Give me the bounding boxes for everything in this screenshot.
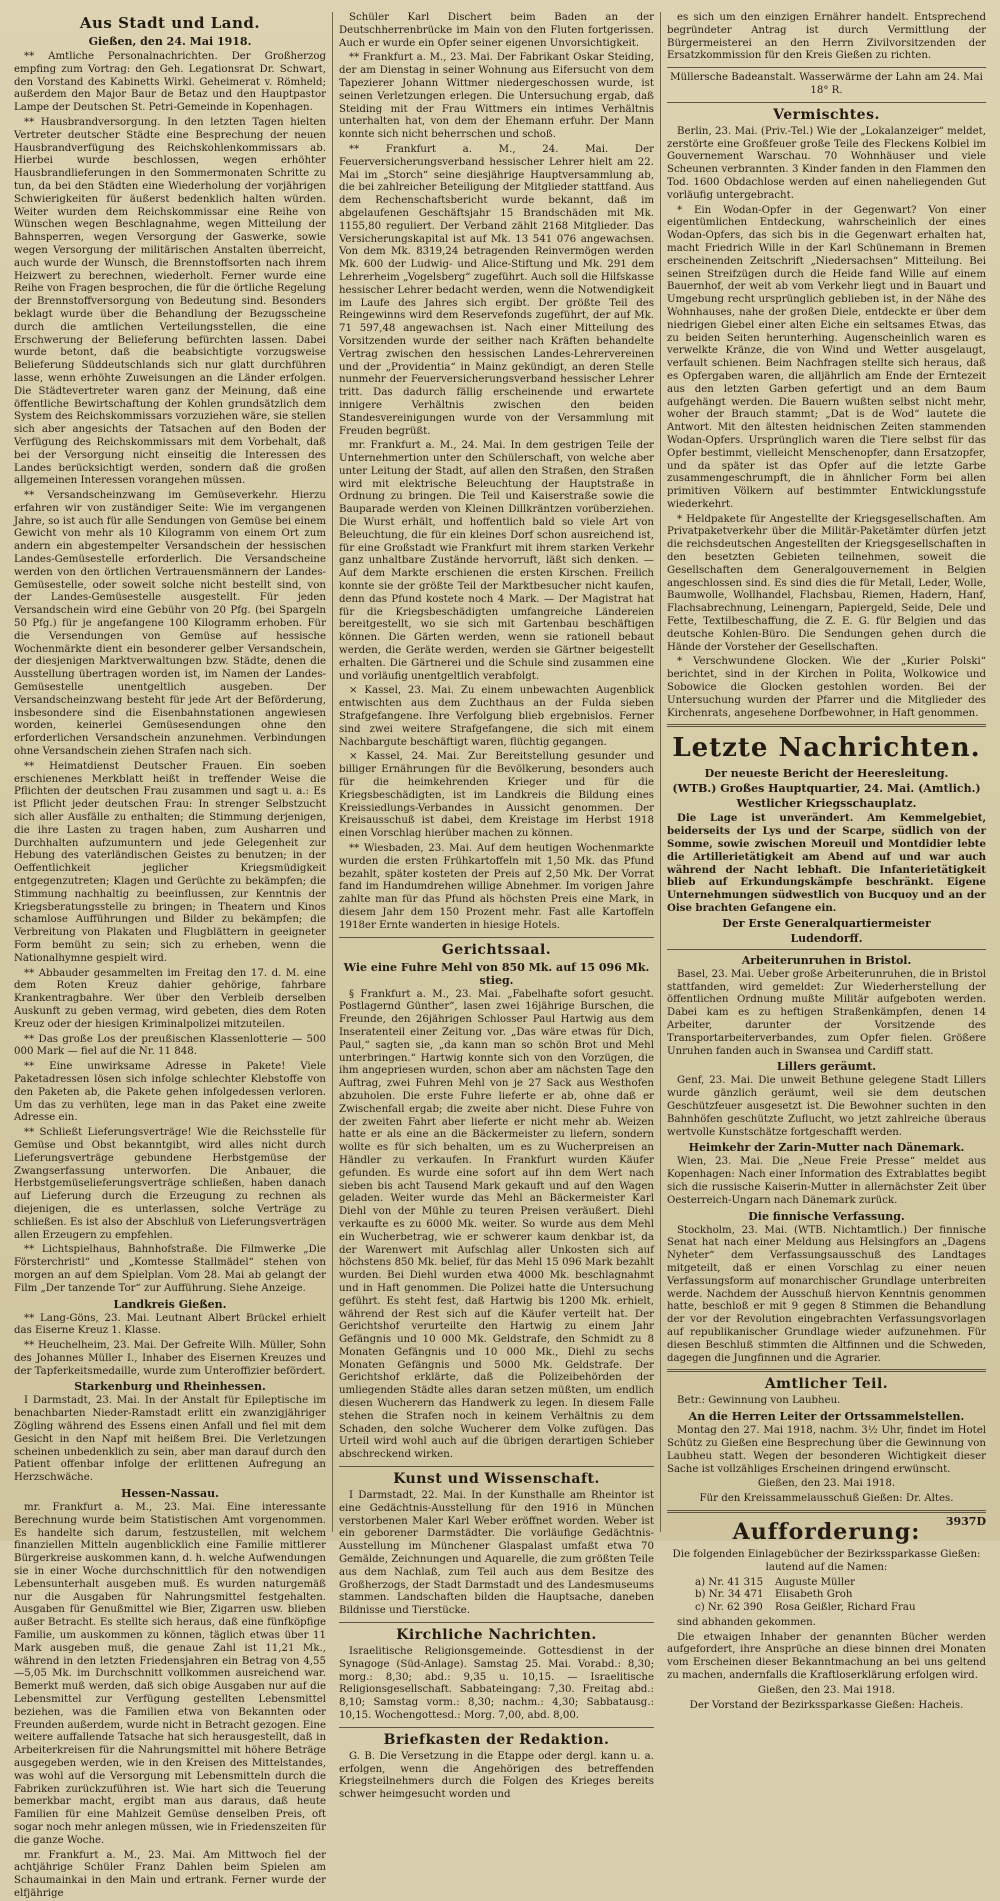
divider <box>667 949 986 950</box>
article-paragraph: Die etwaigen Inhaber der genannten Bücher werden aufgefordert, ihre Ansprüche an diese binnen drei Monaten vom Erscheinen dieser Bekanntmachung an bei uns geltend zu machen, andernfalls die Kraftloserklärung erfolgen wird. <box>667 1631 986 1682</box>
divider <box>667 67 986 68</box>
article-paragraph: Schüler Karl Dischert beim Baden an der Deutschherrenbrücke im Main von den Fluten fortgerissen. Auch er wurde ein Opfer seiner eigenen Unvorsichtigkeit. <box>339 12 654 49</box>
article-paragraph: ** Versandscheinzwang im Gemüseverkehr. Hierzu erfahren wir von zuständiger Seite: Wie im vergangenen Jahre, so ist auch für alle Sendungen von Gemüse bei einem Gewicht von mehr als 10 Kilogramm von einem Ort zum andern ein abgestempelter Versandschein der hessischen Landes-Gemüsestelle erforderlich. Die Versandscheine werden von den örtlichen Vertrauensmännern der Landes-Gemüsestelle, oder soweit solche nicht bestellt sind, von der Landes-Gemüsestelle ausgestellt. Für jeden Versandschein wird eine Gebühr von 20 Pfg. (bei Spargeln 50 Pfg.) für je angefangene 100 Kilogramm erhoben. Für die Versendungen von Gemüse auf hessische Wochenmärkte dient ein besonderer gelber Versandschein, der diesjenigen Marktverwaltungen bzw. Städte, denen die Ausstellung übertragen worden ist, im Namen der Landes-Gemüsestelle unentgeltlich ausgeben. Der Versandscheinzwang besteht für jede Art der Beförderung, insbesondere sind die Eisenbahnstationen angewiesen worden, keinerlei Gemüsesendungen ohne den erforderlichen Versandschein anzunehmen. Verbindungen ohne Versandschein ziehen Strafen nach sich. <box>14 490 326 758</box>
notice-signature: Der Vorstand der Bezirkssparkasse Gießen: Hacheis. <box>689 1699 964 1711</box>
article-paragraph: ** Heimatdienst Deutscher Frauen. Ein soeben erschienenes Merkblatt heißt in treffender Weise die Pflichten der deutschen Frau zusammen und sagt u. a.: Es ist Pflicht jeder deutschen Frau: In strenger Selbstzucht sich aller Ausfälle zu enthalten; die Stimmung derjenigen, die ihre Lasten zu tragen haben, zum Ausharren und Durchhalten aufzumuntern und jede Gelegenheit zur Hebung des vaterländischen Geistes zu benutzen; in der Oeffentlichkeit jeglicher Kriegsmüdigkeit entgegenzutreten; Klagen und Gerüchte zu bekämpfen; die Stimmung nachhaltig zu beeinflussen, zur Kenntnis der Kriegsberatungsstelle zu bringen; in Theatern und Kinos schamlose Aufführungen und Bilder zu bekämpfen; die Verbreitung von Plakaten und Flugblättern in geeigneter Form bemüht zu sein; sich zu erheben, wenn die Nationalhymne gespielt wird. <box>14 760 326 964</box>
divider <box>667 724 986 727</box>
article-paragraph: G. B. Die Versetzung in die Etappe oder dergl. kann u. a. erfolgen, wenn die Angehörigen des betreffenden Kriegsteilnehmers durch die Folgen des Krieges bereits schwer heimgesucht worden und <box>339 1750 654 1801</box>
section-title-gerichtssaal: Gerichtssaal. <box>441 941 552 958</box>
section-title-kirche: Kirchliche Nachrichten. <box>396 1627 597 1644</box>
article-headline: Wie eine Fuhre Mehl von 850 Mk. auf 15 096 Mk. stieg. <box>343 960 650 987</box>
notice-subject: Betr.: Gewinnung von Laubheu. <box>677 1395 841 1407</box>
article-paragraph: ** Frankfurt a. M., 23. Mai. Der Fabrikant Oskar Steiding, der am Dienstag in seiner Wohnung aus Eifersucht von dem Tapezierer Johann Wittmer niedergeschossen wurde, ist seinen Verletzungen erlegen. Die Untersuchung ergab, daß Steiding mit der Frau Wittmers ein intimes Verhältnis unterhalten hat, von dem der Ehemann erfuhr. Der Mann konnte sich nicht beherrschen und schoß. <box>339 52 654 141</box>
divider <box>339 1622 654 1623</box>
article-headline: Lillers geräumt. <box>776 1060 877 1074</box>
article-paragraph: × Kassel, 24. Mai. Zur Bereitstellung gesunder und billiger Ernährungen für die Bevölkerung, besonders auch für die heimkehrenden Krieger und für die Kriegsbeschädigten, ist im Landkreis die Bildung eines Kreissiedlungs-Verbandes in Aussicht genommen. Der Kreisausschuß ist dabei, dem Kreistage im Herbst 1918 einen Vorschlag hierüber machen zu können. <box>339 751 654 840</box>
list-item: c) Nr. 62 390 Rosa Geißler, Richard Frau <box>695 1602 916 1614</box>
divider <box>339 1727 654 1728</box>
article-paragraph: ** Lang-Göns, 23. Mai. Leutnant Albert Brückel erhielt das Eiserne Kreuz 1. Klasse. <box>14 1312 326 1337</box>
column-2 <box>333 12 661 1801</box>
divider <box>667 102 986 103</box>
notice-date: Gießen, den 23. Mai 1918. <box>757 1478 896 1490</box>
article-headline: Die finnische Verfassung. <box>748 1209 905 1223</box>
article-paragraph: ** Frankfurt a. M., 24. Mai. Der Feuerversicherungsverband hessischer Lehrer hielt am 22. Mai im „Storch“ seine diesjährige Hauptversammlung ab, die bei zahlreicher Beteiligung der Mitglieder stattfand. Aus dem Rechenschaftsbericht wurde bekannt, daß im abgelaufenen Geschäftsjahr 15 Brandschäden mit Mk. 1155,80 reguliert. Der Verband zählt 2168 Mitglieder. Das Versicherungskapital ist auf Mk. 13 541 076 angewachsen. Von dem Mk. 8319,24 betragenden Reinvermögen werden Mk. 600 der Ludwig- und Alice-Stiftung und Mk. 291 dem Lehrerheim „Vogelsberg“ zugeführt. Auch soll die Hilfskasse hessischer Lehrer bedacht werden, wenn die Notwendigkeit im Laufe des Jahres sich ergibt. Der größte Teil des Reingewinns wird dem Reservefonds zugeführt, der auf Mk. 71 597,48 angewachsen ist. Nach einer Mitteilung des Vorsitzenden wurde der seither nach Kräften behandelte Vertrag zwischen den hessischen Landes-Lehrervereinen und der „Providentia“ in Mainz gekündigt, an deren Stelle nunmehr der Feuerversicherungsverband hessischer Lehrer tritt. Das dadurch fällig erscheinende und erwartete innigere Verhältnis zwischen den beiden Standesvereinigungen wurde von der Versammlung mit Freuden begrüßt. <box>339 143 654 437</box>
article-paragraph: Genf, 23. Mai. Die unweit Bethune gelegene Stadt Lillers wurde gänzlich geräumt, weil sie dem deutschen Geschützfeuer ausgesetzt ist. Die Bewohner suchten in den Bahnhöfen geschützte Zuflucht, wo jetzt zahlreiche überaus wertvolle Kunstschätze fortgeschafft werden. <box>667 1075 986 1138</box>
section-title-vermischtes: Vermischtes. <box>773 106 880 123</box>
article-paragraph: ** Abbauder gesammelten im Freitag den 17. d. M. eine dem Roten Kreuz dahier gehörige, fahrbare Krankentragbahre. Wer über den Verbleib derselben Auskunft zu geben vermag, wird gebeten, dies dem Roten Kreuz oder der hiesigen Kriminalpolizei mitzuteilen. <box>14 967 326 1030</box>
report-signature-title: Der Erste Generalquartiermeister <box>722 916 931 930</box>
article-paragraph: * Verschwundene Glocken. Wie der „Kurier Polski“ berichtet, sind in der Kirchen in Polita, Wolkowice und Sobowice die Glocken gestohlen worden. Bei der Untersuchung wurden der Pfarrer und die Mitglieder des Kirchenrats, angesehene Dorfbewohner, in Haft genommen. <box>667 656 986 719</box>
article-paragraph: mr. Frankfurt a. M., 24. Mai. In dem gestrigen Teile der Unternehmertion unter den Schülerschaft, von welche aber unter Leitung der Stadt, auf allen den Straßen, den Straßen wird mit elektrische Beleuchtung der Hauptstraße in Ordnung zu bringen. Die Teil und Kaiserstraße sowie die Bauparade werden von Kleinen Dillkräntzen vorüberziehen. Die Wurst erhält, und hoffentlich bald so viele Art von Beleuchtung, die für ein kleines Dorf schon ausreichend ist, für eine Großstadt wie Frankfurt mit ihrem starken Verkehr ganz unhaltbare Zustände hervorruft, läßt sich denken. — Auf dem Markte erschienen die ersten Kirschen. Freilich konnte sie der größte Teil der Marktbesucher nicht kaufen, denn das Pfund kostete noch 4 Mark. — Der Magistrat hat für die Kriegsbeschädigten umfangreiche Ländereien bereitgestellt, wo sie sich mit Gartenbau beschäftigen können. Die Gärten werden, wenn sie rationell bebaut werden, die Geräte werden, werden sie Gärtner beigestellt erhalten. Die Gärtnerei und die Schule sind zusammen eine und vorläufig unentgeltlich verabfolgt. <box>339 440 654 682</box>
notice-addressee: An die Herren Leiter der Ortssammelstellen. <box>688 1410 965 1424</box>
section-title-letzte-nachrichten: Letzte Nachrichten. <box>672 733 981 764</box>
divider <box>667 1510 986 1513</box>
report-source: (WTB.) Großes Hauptquartier, 24. Mai. (Amtlich.) <box>672 782 981 796</box>
col1-articles <box>14 51 326 1296</box>
article-paragraph: mr. Frankfurt a. M., 23. Mai. Eine interessante Berechnung wurde beim Statistischen Amt vorgenommen. Es handelte sich darum, festzustellen, mit welchem finanziellen Mitteln augenblicklich eine Familie mittlerer Bürgerkreise auskommen kann, d. h. welche Aufwendungen sie in einer Woche durchschnittlich für den notwendigen Lebensunterhalt ausgeben muß. Es wurden naturgemäß nur die Ausgaben für Nahrungsmittel festgehalten. Ausgaben für Genußmittel wie Bier, Zigarren usw. blieben außer Betracht. Es stellte sich heraus, daß eine fünfköpfige Familie, um auskommen zu können, täglich etwas über 11 Mark ausgeben muß, die genaue Zahl ist 11,21 Mk., während in den letzten Friedensjahren ein Betrag von 4,55—5,05 Mk. im Durchschnitt vollkommen ausreichend war. Bemerkt muß werden, daß sich obige Ausgaben nur auf die Lebensmittel zur Verfügung gestellten Lebensmittel beziehen, was die Familien etwa von Bekannten oder Freunden außerdem, wurde nicht in Betracht gezogen. Eine weitere auffallende Tatsache hat sich herausgestellt, daß in Arbeiterkreisen für die Nahrungsmittel mit höhere Beträge ausgegeben werden, wie in den Kreisen des Mittelstandes, was wohl auf die Versorgung mit Lebensmitteln durch die Fabriken zurückzuführen ist. Wie hart sich die Teuerung bemerkbar macht, ergibt man aus daraus, daß heute Familien für eine Mahlzeit Gemüse denselben Preis, oft sogar noch mehr anlegen müssen, wie in Friedenszeiten für die ganze Woche. <box>14 1502 326 1846</box>
notice-intro: Die folgenden Einlagebücher der Bezirkssparkasse Gießen: lautend auf die Namen: <box>672 1548 981 1573</box>
section-title-briefkasten: Briefkasten der Redaktion. <box>383 1731 610 1748</box>
article-headline: Heimkehr der Zarin-Mutter nach Dänemark. <box>688 1141 965 1155</box>
article-paragraph: Basel, 23. Mai. Ueber große Arbeiterunruhen, die in Bristol stattfanden, wird gemeldet: Zur Wiederherstellung der öffentlichen Ordnung mußte Militär aufgeboten werden. Dabei kam es zu heftigen Straßenkämpfen, denen 14 Arbeiter, darunter der Vorsitzende des Transportarbeiterverbandes, zum Opfer fielen. Größere Unruhen fanden auch in Swansea und Cardiff statt. <box>667 968 986 1057</box>
article-paragraph: * Ein Wodan-Opfer in der Gegenwart? Von einer eigentümlichen Entdeckung, wahrscheinlich der eines Wodan-Opfers, das sich bis in die Gegenwart erhalten hat, macht Friedrich Wille in der Karl Schünemann in Bremen erscheinenden Zeitschrift „Niedersachsen“ Mitteilung. Bei seinen Streifzügen durch die Heide fand Wille auf einem Bauernhof, der weit ab vom Verkehr liegt und in Bauart und Umgebung recht ursprünglich geblieben ist, in der Nähe des Wohnhauses, nahe der großen Diele, entdeckte er über dem niedrigen Giebel einer alten Eiche ein seltsames Etwas, das zu beiden Seiten herunterhing. Augenscheinlich waren es verwelkte Kränze, die von Wind und Wetter ausgelaugt, verfault schienen. Beim Nachfragen stellte sich heraus, daß es Opfergaben waren, die alljährlich am Ende der Erntezeit aus den letzten Garben gefertigt und an dem Baum aufgehängt werden. Die Bauern wußten selbst nicht mehr, woher der Brauch stammt; „Dat is de Wod“ lautete die Antwort. Mit den ältesten heidnischen Zeiten stammenden Wodan-Opfers. Ursprünglich waren die Tiere selbst für das Opfer bestimmt, vielleicht Menschenopfer, dann Ersatzopfer, und da später ist das Opfer auf die letzte Garbe zusammengeschrumpft, die in ähnlicher Form bei allen primitiven Völkern auf bestimmter Entwicklungsstufe wiederkehrt. <box>667 204 986 510</box>
article-paragraph: § Frankfurt a. M., 23. Mai. „Fabelhafte sofort gesucht. Postlagernd Günther“, lasen zwei 16jährige Burschen, die Freunde, den 26jährigen Schlosser Paul Hartwig aus dem Inseratenteil einer Zeitung vor. „Das wäre etwas für Dich, Paul,“ sagten sie, „da kann man so schön Brot und Mehl unterbringen.“ Hartwig konnte sich von den Vorzügen, die ihm angepriesen wurden, schon aber am nächsten Tage den Auftrag, zwei Fuhren Mehl von je 27 Sack aus Westhofen abzuholen. Die erste Fuhre lieferte er ab, ohne daß er Zwischenfall ergab; die zweite aber nicht. Diese Fuhre von der zweiten Fahrt aber lieferte er nicht mehr ab. Weizen hatte er als eine an die Bäckermeister zu liefern, sondern wollte es für sich behalten, um es zu Wucherpreisen an Händler zu verkaufen. In Frankfurt wurden Käufer gefunden. Es wurde eine sofort auf ihn dem Wert nach sieben bis acht Tausend Mark gekauft und auf den Wagen geladen. Weiter wurde das Mehl an Bäckermeister Karl Diehl von der Mühle zu teuren Preisen veräußert. Diehl verkaufte es zu 6000 Mk. weiter. So wurde aus dem Mehl ein Wucherbetrag, wie er schwerer kaum denkbar ist, da der Warenwert mit Aufschlag aller Unkosten sich auf höchstens 850 Mk. belief, für das Mehl 15 096 Mark bezahlt wurden. Bei Diehl wurden etwa 4000 Mk. beschlagnahmt und in Haft genommen. Die Polizei hatte die Untersuchung geführt. Es steht fest, daß Hartwig bis 1200 Mk. erhielt, während der Rest sich auf die Käufer verteilt hat. Der Gerichtshof verurteilte den Hartwig zu einem Jahr Gefängnis und 10 000 Mk. Geldstrafe, den Schmidt zu 8 Monaten Gefängnis und 10 000 Mk., Diehl zu sechs Monaten Gefängnis und 5000 Mk. Geldstrafe. Der Gerichtshof erklärte, daß die Polizeibehörden der umliegenden Städte alles daran setzen müßten, um endlich diesen Wucherern das Handwerk zu legen. In diesem Falle stehen die Strafen noch in keinem Verhältnis zu dem Schaden, den solche Wucherer dem Volke zufügen. Das Urteil wird wohl auch auf die übrigen derartigen Schieber abschreckend wirken. <box>339 988 654 1461</box>
article-paragraph: ** Schließt Lieferungsverträge! Wie die Reichsstelle für Gemüse und Obst bekanntgibt, wird alles nicht durch Lieferungsverträge gebundene Herbstgemüse der Zwangserfassung unterworfen. Die Anbauer, die Herbstgemüselieferungsverträge schließen, haben danach auf Lieferung durch die Erzeugung zu rechnen als diejenigen, die es unterlassen, solche Verträge zu schließen. Es ist also der Abschluß von Lieferungsverträgen allen Erzeugern zu empfehlen. <box>14 1127 326 1241</box>
article-paragraph: I Darmstadt, 23. Mai. In der Anstalt für Epileptische im benachbarten Nieder-Ramstadt erlitt ein zwanzigjähriger Zögling während des Essens einen Anfall und fiel mit dem Gesicht in den Napf mit heißem Brei. Die Verletzungen scheinen unbedenklich zu sein, aber man darauf durch den Patient offenbar infolge der erlittenen Aufregung an Herzschwäche. <box>14 1395 326 1484</box>
section-title-kunst: Kunst und Wissenschaft. <box>393 1471 600 1488</box>
report-signature-name: Ludendorff. <box>790 931 863 945</box>
article-paragraph: × Kassel, 23. Mai. Zu einem unbewachten Augenblick entwischten aus dem Zuchthaus an der Fulda sieben Strafgefangene. Ihre Verfolgung blieb ergebnislos. Ferner sind zwei weitere Strafgefangene, die sich mit einem Nachbargute beschäftigt waren, flüchtig gegangen. <box>339 685 654 748</box>
article-paragraph: ** Heuchelheim, 23. Mai. Der Gefreite Wilh. Müller, Sohn des Johannes Müller I., Inhaber des Eisernen Kreuzes und der Tapferkeitsmedaille, wurde zum Unteroffizier befördert. <box>14 1340 326 1377</box>
article-paragraph: Stockholm, 23. Mai. (WTB. Nichtamtlich.) Der finnische Senat hat nach einer Meldung aus Helsingfors an „Dagens Nyheter“ dem Verfassungsausschuß des Landtages mitgeteilt, daß er einen Vorschlag zu einer neuen Verfassungsform auf monarchischer Grundlage unterbreiten werde. Nachdem der Ausschuß hiervon Kenntnis genommen hatte, beschloß er mit 9 gegen 8 Stimmen die Behandlung der vor der Revolution eingebrachten Verfassungsvorlagen auf republikanischer Grundlage wieder aufzunehmen. Für diesen Beschluß stimmten die Altfinnen und die Schweden, dagegen die Jungfinnen und die Agrarier. <box>667 1224 986 1364</box>
divider <box>667 1369 986 1372</box>
article-paragraph: ** Eine unwirksame Adresse in Pakete! Viele Paketadressen lösen sich infolge schlechter Klebstoffe von den Paketen ab, die Pakete gehen infolgedessen verloren. Um das zu verhüten, lege man in das Paket eine zweite Adresse ein. <box>14 1061 326 1124</box>
article-paragraph: es sich um den einzigen Ernährer handelt. Entsprechend begründeter Antrag ist durch Vermittlung der Bürgermeisterei an den Herrn Zivilvorsitzenden der Ersatzkommission für den Kreis Gießen zu richten. <box>667 12 986 62</box>
column-1 <box>8 12 333 1899</box>
article-paragraph: * Heldpakete für Angestellte der Kriegsgesellschaften. Am Privatpaketverkehr über die Militär-Paketämter dürfen jetzt die reichsdeutschen Angestellten der Kriegsgesellschaften in den besetzten Gebieten teilnehmen, soweit die Gesellschaften dem Generalgouvernement in Belgien angeschlossen sind. Es sind dies die für Metall, Leder, Wolle, Baumwolle, Wollhandel, Flachsbau, Riemen, Hadern, Hanf, Flachsabrechnung, Leinengarn, Papiergeld, Seide, Dele und Fette, Textilbeschaffung, die Z. E. G. für Belgien und das deutsche Kohlen-Büro. Die Sendungen gehen durch die Hände der Vorsteher der Gesellschaften. <box>667 513 986 653</box>
article-paragraph: ** Wiesbaden, 23. Mai. Auf dem heutigen Wochenmarkte wurden die ersten Frühkartoffeln mit 1,50 Mk. das Pfund bezahlt, später kosteten der Preis auf 2,50 Mk. Der Vorrat fand im Handumdrehen willige Abnehmer. Im vorigen Jahre zahlte man für das Pfund als höchsten Preis eine Mark, in diesem Jahr dem 150 Prozent mehr. Fast alle Kartoffeln 1918er Ernte wanderten in hiesige Hotels. <box>339 843 654 931</box>
article-headline: Arbeiterunruhen in Bristol. <box>741 953 912 967</box>
list-item: b) Nr. 34 471 Elisabeth Groh <box>695 1589 853 1601</box>
report-title: Der neueste Bericht der Heeresleitung. <box>704 767 949 781</box>
article-paragraph: I Darmstadt, 22. Mai. In der Kunsthalle am Rheintor ist eine Gedächtnis-Ausstellung für den 1916 in München verstorbenen Maler Karl Weber eröffnet worden. Weber ist ein geborener Darmstädter. Die vorläufige Gedächtnis-Ausstellung im Münchener Glaspalast umfaßt etwa 70 Gemälde, Zeichnungen und Aquarelle, die zum größten Teile aus dem Nachlaß, zum Teil auch aus dem Besitze des Großherzogs, der Stadt Darmstadt und des Landesmuseums stammen. Landschaften bilden die Hauptsache, daneben Bildnisse und Tierstücke. <box>339 1490 654 1617</box>
list-item: a) Nr. 41 315 Auguste Müller <box>695 1576 855 1588</box>
section-title-stadt-land: Aus Stadt und Land. <box>79 14 261 32</box>
divider <box>339 1466 654 1467</box>
article-paragraph: Wien, 23. Mai. Die „Neue Freie Presse“ meldet aus Kopenhagen: Nach einer Information des Extrablattes begibt sich die russische Kaiserin-Mutter in allernächster Zeit über Oesterreich-Ungarn nach Dänemark zurück. <box>667 1156 986 1206</box>
section-title-aufforderung: Aufforderung: <box>732 1518 921 1545</box>
notice-text: sind abhanden gekommen. <box>677 1616 816 1628</box>
notice-signature: Für den Kreissammelausschuß Gießen: Dr. Altes. <box>699 1493 954 1505</box>
divider <box>339 937 654 938</box>
article-paragraph: ** Das große Los der preußischen Klassenlotterie — 500 000 Mark — fiel auf die Nr. 11 848. <box>14 1033 326 1058</box>
dateline: Gießen, den 24. Mai 1918. <box>88 35 252 48</box>
article-paragraph: ** Hausbrandversorgung. In den letzten Tagen hielten Vertreter deutscher Städte eine Besprechung der neuen Hausbrandverfügung des Reichskohlenkommissars ab. Hierbei wurde beschlossen, wegen erhöhter Hausbrandlieferungen in den Sommermonaten Schritte zu tun, da bei den Städten eine Wiederholung der vorjährigen Schwierigkeiten für äußerst bedenklich halten würden. Weiter wurden dem Reichskommissar eine Reihe von Wünschen wegen Beschlagnahme, wegen Mitteilung der Bahnsperren, wegen Versorgung der Gaswerke, sowie wegen Versorgung der militärischen Anstalten überreicht, auch wurde der Wunsch, die Brennstoffsorten nach ihrem Heizwert zu berechnen, wiederholt. Ferner wurde eine Reihe von Fragen besprochen, die für die örtliche Regelung der Brennstoffversorgung von Bedeutung sind. Besonders beklagt wurde über die Behandlung der Bezugsscheine durch die amtlichen Verteilungsstellen, die eine Erschwerung der Belieferung befürchten lassen. Dabei wurde betont, daß die beabsichtigte vorzugsweise Belieferung Süddeutschlands sich nur glatt durchführen lasse, wenn erhöhte Zuweisungen an die Länder erfolgen. Die Städtevertreter waren ganz der Meinung, daß eine öffentliche Bewirtschaftung der Kohlen grundsätzlich dem System des Reichskommissars vorzuziehen wäre, sie stellen sich aber angesichts der Tatsachen auf den Boden der Verfügung des Reichskommissars mit dem Vorbehalt, daß bei der Versorgung nicht einseitig die Interessen des Landes berücksichtigt werden, sondern daß die großen allgemeinen Interessen vorangehen müssen. <box>14 116 326 487</box>
bath-notice: Müllersche Badeanstalt. Wasserwärme der Lahn am 24. Mai 18° R. <box>670 72 983 96</box>
article-paragraph: Berlin, 23. Mai. (Priv.-Tel.) Wie der „Lokalanzeiger“ meldet, zerstörte eine Großfeuer große Teile des Fleckens Kolbiel im Gouvernement Warschau. 70 Wohnhäuser und viele Scheunen verbrannten. 3 Kinder fanden in den Flammen den Tod. 1600 Obdachlose werden auf einen naheliegenden Gut vorläufig untergebracht. <box>667 125 986 201</box>
article-paragraph: mr. Frankfurt a. M., 23. Mai. Am Mittwoch fiel der achtjährige Schüler Franz Dahlen beim Spielen am Schaumainkai in den Main und ertrank. Ferner wurde der elfjährige <box>14 1849 326 1899</box>
article-paragraph: ** Lichtspielhaus, Bahnhofstraße. Die Filmwerke „Die Försterchristl“ und „Komtesse Stallmädel“ stehen von morgen an auf dem Spielplan. Vom 28. Mai ab gelangt der Film „Der tanzende Tor“ zur Aufführung. Siehe Anzeige. <box>14 1244 326 1294</box>
article-paragraph: ** Amtliche Personalnachrichten. Der Großherzog empfing zum Vortrag: den Geh. Legationsrat Dr. Schwart, den Vorstand des Kabinetts Wirkl. Geheimerat v. Römheld; außerdem den Major Baur de Betaz und den Hauptpastor Lampe der Deutschen St. Petri-Gemeinde in Kopenhagen. <box>14 51 326 114</box>
article-paragraph: Montag den 27. Mai 1918, nachm. 3½ Uhr, findet im Hotel Schütz zu Gießen eine Besprechung über die Gewinnung von Laubheu statt. Wegen der besonderen Wichtigkeit dieser Sache ist vollzähliges Erscheinen dringend erwünscht. <box>667 1425 986 1475</box>
passbook-list <box>695 1577 986 1615</box>
section-title-amtlicher-teil: Amtlicher Teil. <box>764 1376 889 1393</box>
article-paragraph: Die Lage ist unverändert. Am Kemmelgebiet, beiderseits der Lys und der Scarpe, südlich von der Somme, sowie zwischen Moreuil und Montdidier lebte die Artillerietätigkeit am Abend auf und war auch während der Nacht lebhaft. Die Infanterietätigkeit blieb auf Erkundungskämpfe beschränkt. Eigene Unternehmungen südwestlich von Bucquoy und an der Oise brachten Gefangene ein. <box>667 812 986 915</box>
subsection-title-starkenburg: Starkenburg und Rheinhessen. <box>74 1380 266 1394</box>
notice-date: Gießen, den 23. Mai 1918. <box>757 1684 896 1696</box>
subsection-title-landkreis: Landkreis Gießen. <box>113 1297 227 1311</box>
columns <box>8 12 992 1899</box>
subsection-title-hessen-nassau: Hessen-Nassau. <box>121 1487 219 1501</box>
article-paragraph: Israelitische Religionsgemeinde. Gottesdienst in der Synagoge (Süd-Anlage). Samstag 25. Mai. Vorabd.: 8,30; morg.: 8,30; abd.: 9,35 u. 10,15. — Israelitische Religionsgesellschaft. Sabbateingang: 7,30. Freitag abd.: 8,10; Samstag vorm.: 8,30; nachm.: 4,30; Sabbatausg.: 10,15. Wochengottesd.: Morg. 7,00, abd. 8,00. <box>339 1646 654 1722</box>
column-3 <box>661 12 992 1711</box>
ad-number: 3937D <box>945 1515 986 1528</box>
subsection-title-west: Westlicher Kriegsschauplatz. <box>736 797 917 811</box>
